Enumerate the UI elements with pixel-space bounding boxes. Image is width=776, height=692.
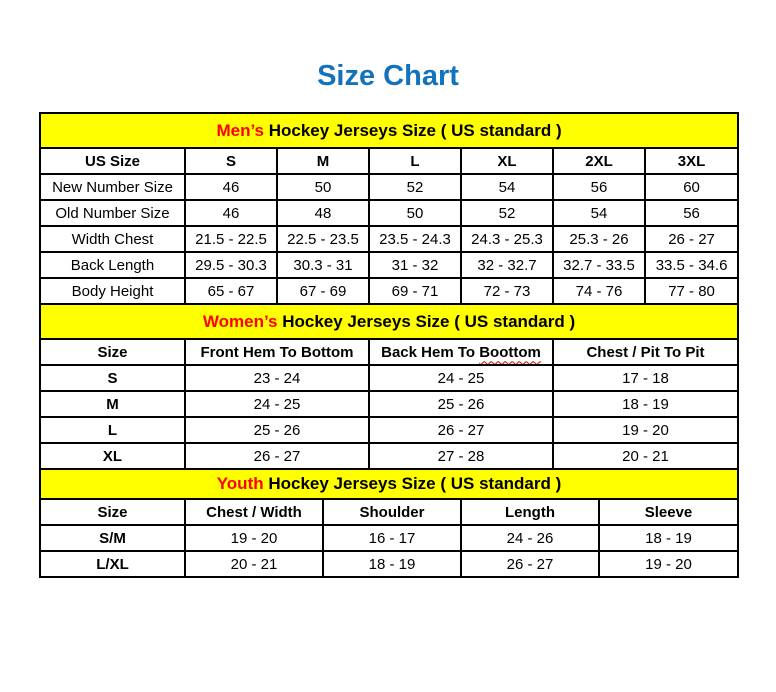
table-cell: 24.3 - 25.3 [461, 226, 553, 252]
table-cell: 18 - 19 [553, 391, 738, 417]
table-cell: 46 [185, 200, 277, 226]
table-cell: 69 - 71 [369, 278, 461, 304]
table-row [40, 252, 738, 278]
table-cell: 21.5 - 22.5 [185, 226, 277, 252]
table-cell: 72 - 73 [461, 278, 553, 304]
table-cell: 52 [369, 174, 461, 200]
youth-section-header: Youth Hockey Jerseys Size ( US standard ) [40, 469, 738, 499]
table-cell: 24 - 26 [461, 525, 599, 551]
column-header: Sleeve [599, 499, 738, 525]
column-header: 2XL [553, 148, 645, 174]
table-cell: 54 [553, 200, 645, 226]
table-cell: 24 - 25 [185, 391, 369, 417]
table-cell: 19 - 20 [599, 551, 738, 577]
table-cell: 60 [645, 174, 738, 200]
table-cell: 32.7 - 33.5 [553, 252, 645, 278]
table-cell: 56 [553, 174, 645, 200]
table-cell: 65 - 67 [185, 278, 277, 304]
column-header: M [277, 148, 369, 174]
table-row [40, 443, 738, 469]
table-cell: 19 - 20 [185, 525, 323, 551]
table-cell: 26 - 27 [461, 551, 599, 577]
size-chart-page [0, 60, 776, 578]
column-header: Front Hem To Bottom [185, 339, 369, 365]
table-cell: 18 - 19 [323, 551, 461, 577]
page-title: Size Chart [317, 60, 459, 92]
mens-section-highlight: Men’s [216, 120, 264, 140]
youth-size-table [39, 468, 739, 578]
row-label: Width Chest [40, 226, 185, 252]
column-header: L [369, 148, 461, 174]
column-header: S [185, 148, 277, 174]
table-cell: 46 [185, 174, 277, 200]
table-cell: 23 - 24 [185, 365, 369, 391]
table-cell: 24 - 25 [369, 365, 553, 391]
row-label: L/XL [40, 551, 185, 577]
table-cell: 31 - 32 [369, 252, 461, 278]
table-cell: 20 - 21 [553, 443, 738, 469]
column-header: XL [461, 148, 553, 174]
table-cell: 67 - 69 [277, 278, 369, 304]
table-cell: 50 [369, 200, 461, 226]
table-cell: 26 - 27 [645, 226, 738, 252]
table-cell: 25 - 26 [369, 391, 553, 417]
table-cell: 33.5 - 34.6 [645, 252, 738, 278]
row-label: S/M [40, 525, 185, 551]
table-row [40, 551, 738, 577]
row-label: Body Height [40, 278, 185, 304]
table-row [40, 391, 738, 417]
table-cell: 30.3 - 31 [277, 252, 369, 278]
mens-size-table [39, 112, 739, 305]
table-cell: 23.5 - 24.3 [369, 226, 461, 252]
row-label: Old Number Size [40, 200, 185, 226]
column-header: Shoulder [323, 499, 461, 525]
womens-section-highlight: Women’s [202, 311, 278, 331]
column-header: US Size [40, 148, 185, 174]
row-label: M [40, 391, 185, 417]
table-row [40, 417, 738, 443]
table-cell: 48 [277, 200, 369, 226]
table-row [40, 278, 738, 304]
table-cell: 52 [461, 200, 553, 226]
womens-size-table [39, 303, 739, 470]
row-label: S [40, 365, 185, 391]
table-cell: 16 - 17 [323, 525, 461, 551]
column-header: Chest / Pit To Pit [553, 339, 738, 365]
table-row [40, 226, 738, 252]
column-header: Back Hem To Boottom [369, 339, 553, 365]
womens-section-header: Women’s Hockey Jerseys Size ( US standard ) [40, 304, 738, 339]
table-cell: 25.3 - 26 [553, 226, 645, 252]
table-cell: 77 - 80 [645, 278, 738, 304]
table-row [40, 200, 738, 226]
row-label: L [40, 417, 185, 443]
table-cell: 32 - 32.7 [461, 252, 553, 278]
table-cell: 74 - 76 [553, 278, 645, 304]
table-cell: 18 - 19 [599, 525, 738, 551]
row-label: XL [40, 443, 185, 469]
column-header: Chest / Width [185, 499, 323, 525]
row-label: Back Length [40, 252, 185, 278]
column-header: 3XL [645, 148, 738, 174]
table-cell: 26 - 27 [185, 443, 369, 469]
size-tables [39, 112, 737, 578]
mens-column-header-row [40, 148, 738, 174]
table-cell: 56 [645, 200, 738, 226]
table-cell: 19 - 20 [553, 417, 738, 443]
table-cell: 17 - 18 [553, 365, 738, 391]
misspelled-word: Boottom [479, 343, 541, 361]
table-row [40, 525, 738, 551]
table-row [40, 174, 738, 200]
table-cell: 50 [277, 174, 369, 200]
table-row [40, 365, 738, 391]
table-cell: 26 - 27 [369, 417, 553, 443]
womens-column-header-row [40, 339, 738, 365]
table-cell: 25 - 26 [185, 417, 369, 443]
youth-section-highlight: Youth [216, 474, 264, 493]
column-header: Size [40, 339, 185, 365]
table-cell: 29.5 - 30.3 [185, 252, 277, 278]
table-cell: 27 - 28 [369, 443, 553, 469]
table-cell: 22.5 - 23.5 [277, 226, 369, 252]
youth-column-header-row [40, 499, 738, 525]
mens-section-header: Men’s Hockey Jerseys Size ( US standard ) [40, 113, 738, 148]
table-cell: 54 [461, 174, 553, 200]
column-header: Length [461, 499, 599, 525]
row-label: New Number Size [40, 174, 185, 200]
table-cell: 20 - 21 [185, 551, 323, 577]
column-header: Size [40, 499, 185, 525]
